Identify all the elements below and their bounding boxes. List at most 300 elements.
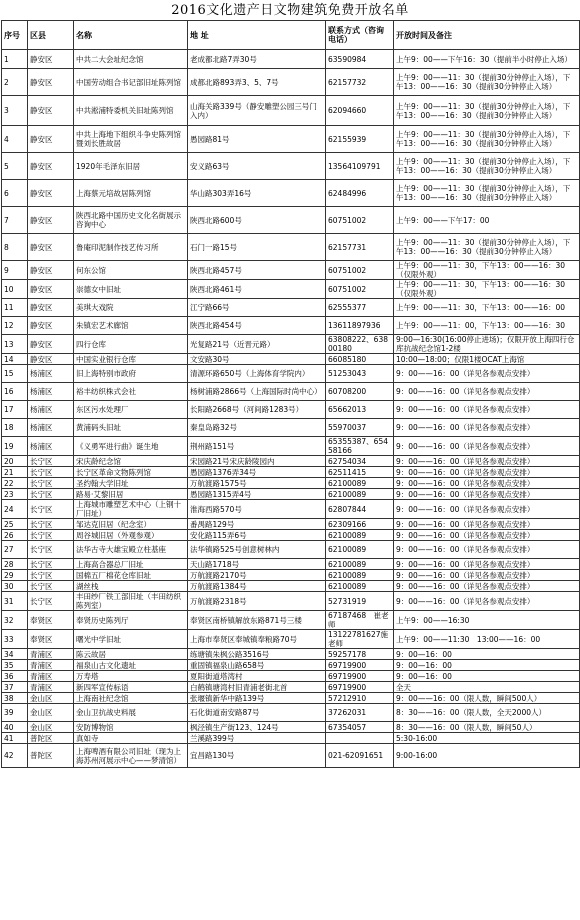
cell-contact: 59257178 [326, 649, 394, 660]
cell-index: 39 [2, 704, 28, 722]
cell-hours: 9：00——16：00（详见各参观点安排） [394, 559, 580, 570]
cell-hours: 9：00——16：00（详见各参观点安排） [394, 530, 580, 541]
cell-district: 金山区 [28, 693, 74, 704]
cell-hours: 9：00——16：00（详见各参观点安排） [394, 467, 580, 478]
cell-contact: 62100089 [326, 581, 394, 592]
table-row [2, 234, 580, 261]
cell-index: 7 [2, 207, 28, 234]
cell-district: 静安区 [28, 317, 74, 335]
cell-name: 上海蔡元培故居陈列馆 [74, 180, 188, 207]
table-row [2, 467, 580, 478]
cell-district: 静安区 [28, 299, 74, 317]
cell-address: 上海市奉贤区奉城镇奉粮路70号 [188, 630, 326, 649]
cell-address: 枫泾镇生产街123、124号 [188, 722, 326, 733]
cell-hours: 上午9：00——11：30，下午13：00——16：30（仅限外观） [394, 261, 580, 280]
cell-district: 静安区 [28, 69, 74, 96]
cell-index: 3 [2, 96, 28, 126]
cell-name: 中共淞浦特委机关旧址陈列馆 [74, 96, 188, 126]
cell-district: 杨浦区 [28, 401, 74, 419]
cell-district: 静安区 [28, 280, 74, 299]
cell-hours: 9:00-16:00 [394, 744, 580, 768]
table-row [2, 354, 580, 365]
cell-index: 35 [2, 660, 28, 671]
cell-hours: 8：30——16：00（限人数，全天2000人） [394, 704, 580, 722]
cell-index: 19 [2, 437, 28, 456]
cell-hours: 9：00——16：00（详见各参观点安排） [394, 500, 580, 519]
document-title: 2016文化遗产日文物建筑免费开放名单 [171, 3, 409, 18]
cell-contact: 51253043 [326, 365, 394, 383]
cell-index: 13 [2, 335, 28, 354]
cell-district: 长宁区 [28, 467, 74, 478]
cell-contact: 62100089 [326, 570, 394, 581]
cell-index: 14 [2, 354, 28, 365]
cell-hours: 上午9：00——11：30（提前30分钟停止入场），下午13：00——16：30（提前30分钟停止入场） [394, 180, 580, 207]
cell-name: 旧上海特别市政府 [74, 365, 188, 383]
table-row [2, 660, 580, 671]
cell-index: 4 [2, 126, 28, 153]
table-row [2, 126, 580, 153]
cell-name: 金山卫抗战史料展 [74, 704, 188, 722]
heritage-sites-table [1, 20, 580, 768]
table-body [2, 50, 580, 768]
cell-contact: 62511415 [326, 467, 394, 478]
cell-address: 天山路1718号 [188, 559, 326, 570]
cell-address: 张堰镇新华中路139号 [188, 693, 326, 704]
cell-contact: 63808222、63800180 [326, 335, 394, 354]
cell-index: 40 [2, 722, 28, 733]
cell-hours: 9：00——16：00（详见各参观点安排） [394, 401, 580, 419]
cell-district: 静安区 [28, 153, 74, 180]
cell-hours: 9：00——16：00（详见各参观点安排） [394, 519, 580, 530]
cell-hours: 上午9：00——11:30 13:00——16：00 [394, 630, 580, 649]
cell-contact: 13564109791 [326, 153, 394, 180]
cell-name: 长宁区革命文物陈列馆 [74, 467, 188, 478]
cell-name: 丰田纱厂铁工部旧址（丰田纺织陈列室） [74, 592, 188, 611]
cell-address: 番禺路129号 [188, 519, 326, 530]
table-row [2, 592, 580, 611]
cell-index: 18 [2, 419, 28, 437]
cell-name: 邹达克旧居（纪念室） [74, 519, 188, 530]
cell-hours: 9：00—16：00 [394, 649, 580, 660]
cell-hours: 8：30——16：00（限人数，瞬间50人） [394, 722, 580, 733]
cell-index: 9 [2, 261, 28, 280]
cell-name: 东区污水处理厂 [74, 401, 188, 419]
table-row [2, 581, 580, 592]
cell-district: 静安区 [28, 234, 74, 261]
cell-contact: 62100089 [326, 530, 394, 541]
cell-index: 15 [2, 365, 28, 383]
cell-contact: 69719900 [326, 671, 394, 682]
cell-contact: 62157732 [326, 69, 394, 96]
cell-address: 秦皇岛路32号 [188, 419, 326, 437]
cell-district: 静安区 [28, 354, 74, 365]
cell-address: 愚园路1376弄34号 [188, 467, 326, 478]
cell-district: 静安区 [28, 180, 74, 207]
cell-address: 陕西北路461号 [188, 280, 326, 299]
cell-index: 10 [2, 280, 28, 299]
cell-index: 33 [2, 630, 28, 649]
cell-index: 23 [2, 489, 28, 500]
table-row [2, 722, 580, 733]
cell-district: 青浦区 [28, 682, 74, 693]
cell-hours: 9：00——16：00（详见各参观点安排） [394, 437, 580, 456]
cell-name: 周谷城旧居（外观参观） [74, 530, 188, 541]
cell-index: 5 [2, 153, 28, 180]
cell-district: 长宁区 [28, 478, 74, 489]
cell-district: 长宁区 [28, 570, 74, 581]
cell-contact: 65662013 [326, 401, 394, 419]
cell-district: 静安区 [28, 261, 74, 280]
cell-name: 上海城市雕塑艺术中心（上钢十厂旧址） [74, 500, 188, 519]
cell-contact [326, 733, 394, 744]
cell-district: 奉贤区 [28, 630, 74, 649]
cell-name: 裕丰纺织株式会社 [74, 383, 188, 401]
cell-contact: 62100089 [326, 478, 394, 489]
cell-district: 长宁区 [28, 456, 74, 467]
cell-name: 安防博物馆 [74, 722, 188, 733]
cell-address: 宜昌路130号 [188, 744, 326, 768]
table-row [2, 733, 580, 744]
cell-address: 陕西北路454号 [188, 317, 326, 335]
cell-district: 杨浦区 [28, 365, 74, 383]
cell-index: 34 [2, 649, 28, 660]
header-index: 序号 [2, 21, 28, 50]
cell-contact: 62807844 [326, 500, 394, 519]
table-row [2, 744, 580, 768]
cell-name: 圣约翰大学旧址 [74, 478, 188, 489]
cell-index: 38 [2, 693, 28, 704]
cell-address: 华山路303弄16号 [188, 180, 326, 207]
cell-hours: 9：00——16：00（详见各参观点安排） [394, 570, 580, 581]
table-row [2, 207, 580, 234]
cell-district: 青浦区 [28, 671, 74, 682]
cell-index: 29 [2, 570, 28, 581]
cell-name: 湖丝栈 [74, 581, 188, 592]
table-row [2, 50, 580, 69]
cell-hours: 上午9：00——11：30，下午13：00——16：00 [394, 299, 580, 317]
cell-address: 万航渡路1575号 [188, 478, 326, 489]
cell-name: 上海南社纪念馆 [74, 693, 188, 704]
cell-name: 黄浦码头旧址 [74, 419, 188, 437]
cell-name: 法华古寺大雄宝殿立柱基座 [74, 541, 188, 559]
table-row [2, 335, 580, 354]
cell-hours: 10:00—18:00；仅限1楼OCAT上海馆 [394, 354, 580, 365]
cell-address: 白鹤镇塘湾村旧青浦老街北首 [188, 682, 326, 693]
cell-district: 长宁区 [28, 489, 74, 500]
table-row [2, 649, 580, 660]
cell-hours: 上午9：00——下午16：30（提前半小时停止入场） [394, 50, 580, 69]
cell-contact: 60751002 [326, 280, 394, 299]
cell-address: 老成都北路7弄30号 [188, 50, 326, 69]
cell-index: 26 [2, 530, 28, 541]
cell-name: 中国劳动组合书记部旧址陈列馆 [74, 69, 188, 96]
cell-hours: 9：00——16：00（详见各参观点安排） [394, 541, 580, 559]
cell-contact: 66085180 [326, 354, 394, 365]
cell-index: 20 [2, 456, 28, 467]
cell-address: 荆州路151号 [188, 437, 326, 456]
cell-contact: 60751002 [326, 261, 394, 280]
table-row [2, 478, 580, 489]
cell-hours: 上午9：00——11：30（提前30分钟停止入场），下午13：00——16：30（提前30分钟停止入场） [394, 96, 580, 126]
cell-hours: 上午9：00——11：30（提前30分钟停止入场），下午13：00——16：30（提前30分钟停止入场） [394, 234, 580, 261]
cell-name: 美琪大戏院 [74, 299, 188, 317]
cell-address: 练塘镇朱枫公路3516号 [188, 649, 326, 660]
cell-address: 陕西北路600号 [188, 207, 326, 234]
cell-contact: 69719900 [326, 660, 394, 671]
cell-district: 静安区 [28, 50, 74, 69]
cell-contact: 62100089 [326, 541, 394, 559]
table-row [2, 317, 580, 335]
cell-contact: 62094660 [326, 96, 394, 126]
table-row [2, 437, 580, 456]
table-row [2, 704, 580, 722]
cell-hours: 上午9：00——11：30（提前30分钟停止入场），下午13：00——16：30（提前30分钟停止入场） [394, 69, 580, 96]
cell-district: 静安区 [28, 207, 74, 234]
cell-district: 金山区 [28, 704, 74, 722]
cell-hours: 上午9：00——下午17：00 [394, 207, 580, 234]
cell-address: 江宁路66号 [188, 299, 326, 317]
cell-contact: 62155939 [326, 126, 394, 153]
table-row [2, 489, 580, 500]
cell-index: 17 [2, 401, 28, 419]
cell-district: 普陀区 [28, 744, 74, 768]
cell-index: 24 [2, 500, 28, 519]
cell-name: 崇德女中旧址 [74, 280, 188, 299]
table-row [2, 419, 580, 437]
cell-address: 长阳路2668号（河间路1283号） [188, 401, 326, 419]
cell-name: 中国实业银行仓库 [74, 354, 188, 365]
table-row [2, 559, 580, 570]
cell-address: 石化街道南安路87号 [188, 704, 326, 722]
cell-name: 上海啤酒有限公司旧址（现为上海苏州河展示中心——梦清馆） [74, 744, 188, 768]
cell-district: 青浦区 [28, 660, 74, 671]
table-row [2, 69, 580, 96]
cell-index: 41 [2, 733, 28, 744]
cell-name: 陕西北路中国历史文化名街展示咨询中心 [74, 207, 188, 234]
cell-name: 鲁庵印泥制作技艺传习所 [74, 234, 188, 261]
cell-name: 福泉山古文化遗址 [74, 660, 188, 671]
cell-address: 兰溪路399号 [188, 733, 326, 744]
cell-hours: 5:30-16:00 [394, 733, 580, 744]
cell-contact: 62157731 [326, 234, 394, 261]
table-row [2, 671, 580, 682]
cell-index: 8 [2, 234, 28, 261]
cell-address: 光复路21号（近晋元路） [188, 335, 326, 354]
table-row [2, 280, 580, 299]
cell-district: 普陀区 [28, 733, 74, 744]
cell-index: 11 [2, 299, 28, 317]
cell-index: 21 [2, 467, 28, 478]
cell-address: 安义路63号 [188, 153, 326, 180]
cell-contact: 69719900 [326, 682, 394, 693]
cell-name: 1920年毛泽东旧居 [74, 153, 188, 180]
cell-contact: 62484996 [326, 180, 394, 207]
cell-address: 万航渡路2318号 [188, 592, 326, 611]
cell-name: 陈云故居 [74, 649, 188, 660]
cell-name: 上海高合器总厂旧址 [74, 559, 188, 570]
cell-name: 奉贤历史陈列厅 [74, 611, 188, 630]
cell-index: 25 [2, 519, 28, 530]
cell-hours: 9：00——16：00（限人数，瞬间500人） [394, 693, 580, 704]
cell-hours: 上午9：00——11：30（提前30分钟停止入场），下午13：00——16：30（提前30分钟停止入场） [394, 126, 580, 153]
cell-address: 万航渡路2170号 [188, 570, 326, 581]
cell-district: 杨浦区 [28, 437, 74, 456]
cell-district: 杨浦区 [28, 383, 74, 401]
cell-index: 32 [2, 611, 28, 630]
cell-district: 长宁区 [28, 541, 74, 559]
header-district: 区县 [28, 21, 74, 50]
cell-name: 新四军宣传标语 [74, 682, 188, 693]
cell-district: 奉贤区 [28, 611, 74, 630]
cell-name: 中共上海地下组织斗争史陈列馆暨刘长胜故居 [74, 126, 188, 153]
cell-name: 路易·艾黎旧居 [74, 489, 188, 500]
cell-contact: 65355387、65458166 [326, 437, 394, 456]
table-row [2, 630, 580, 649]
cell-index: 27 [2, 541, 28, 559]
cell-name: 国棉五厂棉花仓库旧址 [74, 570, 188, 581]
cell-hours: 9：00——16：00（详见各参观点安排） [394, 592, 580, 611]
cell-index: 16 [2, 383, 28, 401]
table-row [2, 693, 580, 704]
cell-hours: 9：00——16：00（详见各参观点安排） [394, 581, 580, 592]
cell-district: 金山区 [28, 722, 74, 733]
table-row [2, 570, 580, 581]
cell-name: 曙光中学旧址 [74, 630, 188, 649]
cell-address: 山海关路339号（静安雕塑公园三号门入内） [188, 96, 326, 126]
cell-hours: 9：00—16：00 [394, 660, 580, 671]
cell-district: 杨浦区 [28, 419, 74, 437]
cell-address: 奉贤区南桥镇解放东路871号三楼 [188, 611, 326, 630]
cell-contact: 67187468 崔老师 [326, 611, 394, 630]
cell-index: 36 [2, 671, 28, 682]
cell-hours: 9：00——16：00（详见各参观点安排） [394, 478, 580, 489]
cell-district: 长宁区 [28, 592, 74, 611]
cell-contact: 57212910 [326, 693, 394, 704]
table-row [2, 519, 580, 530]
cell-address: 石门一路15号 [188, 234, 326, 261]
cell-name: 中共二大会址纪念馆 [74, 50, 188, 69]
cell-address: 法华镇路525号创意树林内 [188, 541, 326, 559]
cell-contact: 55970037 [326, 419, 394, 437]
cell-address: 安化路115弄6号 [188, 530, 326, 541]
cell-hours: 上午9：00——11：30（提前30分钟停止入场），下午13：00——16：30（提前30分钟停止入场） [394, 153, 580, 180]
cell-index: 1 [2, 50, 28, 69]
cell-contact: 021-62091651 [326, 744, 394, 768]
cell-contact: 63590984 [326, 50, 394, 69]
cell-contact: 60708200 [326, 383, 394, 401]
cell-hours: 9：00——16：00（详见各参观点安排） [394, 383, 580, 401]
cell-district: 长宁区 [28, 581, 74, 592]
table-row [2, 180, 580, 207]
cell-address: 杨树浦路2866号（上海国际时尚中心） [188, 383, 326, 401]
cell-name: 四行仓库 [74, 335, 188, 354]
cell-address: 夏阳街道塔湾村 [188, 671, 326, 682]
cell-hours: 9：00——16：00（详见各参观点安排） [394, 365, 580, 383]
cell-index: 42 [2, 744, 28, 768]
table-row [2, 530, 580, 541]
cell-district: 长宁区 [28, 559, 74, 570]
cell-name: 万寿塔 [74, 671, 188, 682]
cell-district: 静安区 [28, 126, 74, 153]
cell-contact: 62555377 [326, 299, 394, 317]
cell-address: 文安路30号 [188, 354, 326, 365]
cell-contact: 13611897936 [326, 317, 394, 335]
table-row [2, 401, 580, 419]
table-row [2, 299, 580, 317]
cell-district: 青浦区 [28, 649, 74, 660]
cell-hours: 上午9：00——11：00，下午13：00——16：30 [394, 317, 580, 335]
cell-name: 真如寺 [74, 733, 188, 744]
cell-index: 12 [2, 317, 28, 335]
header-name: 名称 [74, 21, 188, 50]
cell-district: 长宁区 [28, 530, 74, 541]
cell-contact: 37262031 [326, 704, 394, 722]
table-row [2, 611, 580, 630]
cell-name: 《义勇军进行曲》诞生地 [74, 437, 188, 456]
cell-address: 愚园路81号 [188, 126, 326, 153]
table-row [2, 153, 580, 180]
table-row [2, 456, 580, 467]
table-row [2, 500, 580, 519]
cell-contact: 52731919 [326, 592, 394, 611]
header-contact: 联系方式（咨询电话） [326, 21, 394, 50]
table-row [2, 383, 580, 401]
cell-name: 朱镇宏艺术廊馆 [74, 317, 188, 335]
cell-hours: 9：00—16：00 [394, 671, 580, 682]
table-row [2, 541, 580, 559]
cell-hours: 9:00—16:30(16:00停止进场)；仅限开放上海四行仓库抗战纪念馆1-2楼 [394, 335, 580, 354]
header-address: 地 址 [188, 21, 326, 50]
cell-contact: 67354057 [326, 722, 394, 733]
cell-address: 宋园路21号宋庆龄陵园内 [188, 456, 326, 467]
table-row [2, 261, 580, 280]
cell-contact: 13122781627施老师 [326, 630, 394, 649]
cell-hours: 全天 [394, 682, 580, 693]
cell-district: 静安区 [28, 96, 74, 126]
cell-hours: 上午9：00——11：30，下午13：00——16：30（仅限外观） [394, 280, 580, 299]
cell-contact: 62100089 [326, 489, 394, 500]
cell-name: 何东公馆 [74, 261, 188, 280]
cell-index: 37 [2, 682, 28, 693]
cell-contact: 62754034 [326, 456, 394, 467]
cell-address: 重固镇福泉山路658号 [188, 660, 326, 671]
cell-hours: 上午9：00——16:30 [394, 611, 580, 630]
cell-address: 陕西北路457号 [188, 261, 326, 280]
cell-contact: 60751002 [326, 207, 394, 234]
cell-index: 22 [2, 478, 28, 489]
cell-contact: 62309166 [326, 519, 394, 530]
table-row [2, 96, 580, 126]
cell-address: 成都北路893弄3、5、7号 [188, 69, 326, 96]
cell-district: 长宁区 [28, 500, 74, 519]
table-row [2, 682, 580, 693]
table-header-row [2, 21, 580, 50]
cell-contact: 62100089 [326, 559, 394, 570]
cell-district: 静安区 [28, 335, 74, 354]
cell-index: 30 [2, 581, 28, 592]
cell-hours: 9：00——16：00（详见各参观点安排） [394, 489, 580, 500]
cell-name: 宋庆龄纪念馆 [74, 456, 188, 467]
cell-address: 淮海西路570号 [188, 500, 326, 519]
table-row [2, 365, 580, 383]
cell-district: 长宁区 [28, 519, 74, 530]
cell-index: 6 [2, 180, 28, 207]
cell-address: 愚园路1315弄4号 [188, 489, 326, 500]
cell-index: 28 [2, 559, 28, 570]
cell-hours: 9：00——16：00（详见各参观点安排） [394, 419, 580, 437]
header-hours: 开放时间及备注 [394, 21, 580, 50]
cell-index: 2 [2, 69, 28, 96]
